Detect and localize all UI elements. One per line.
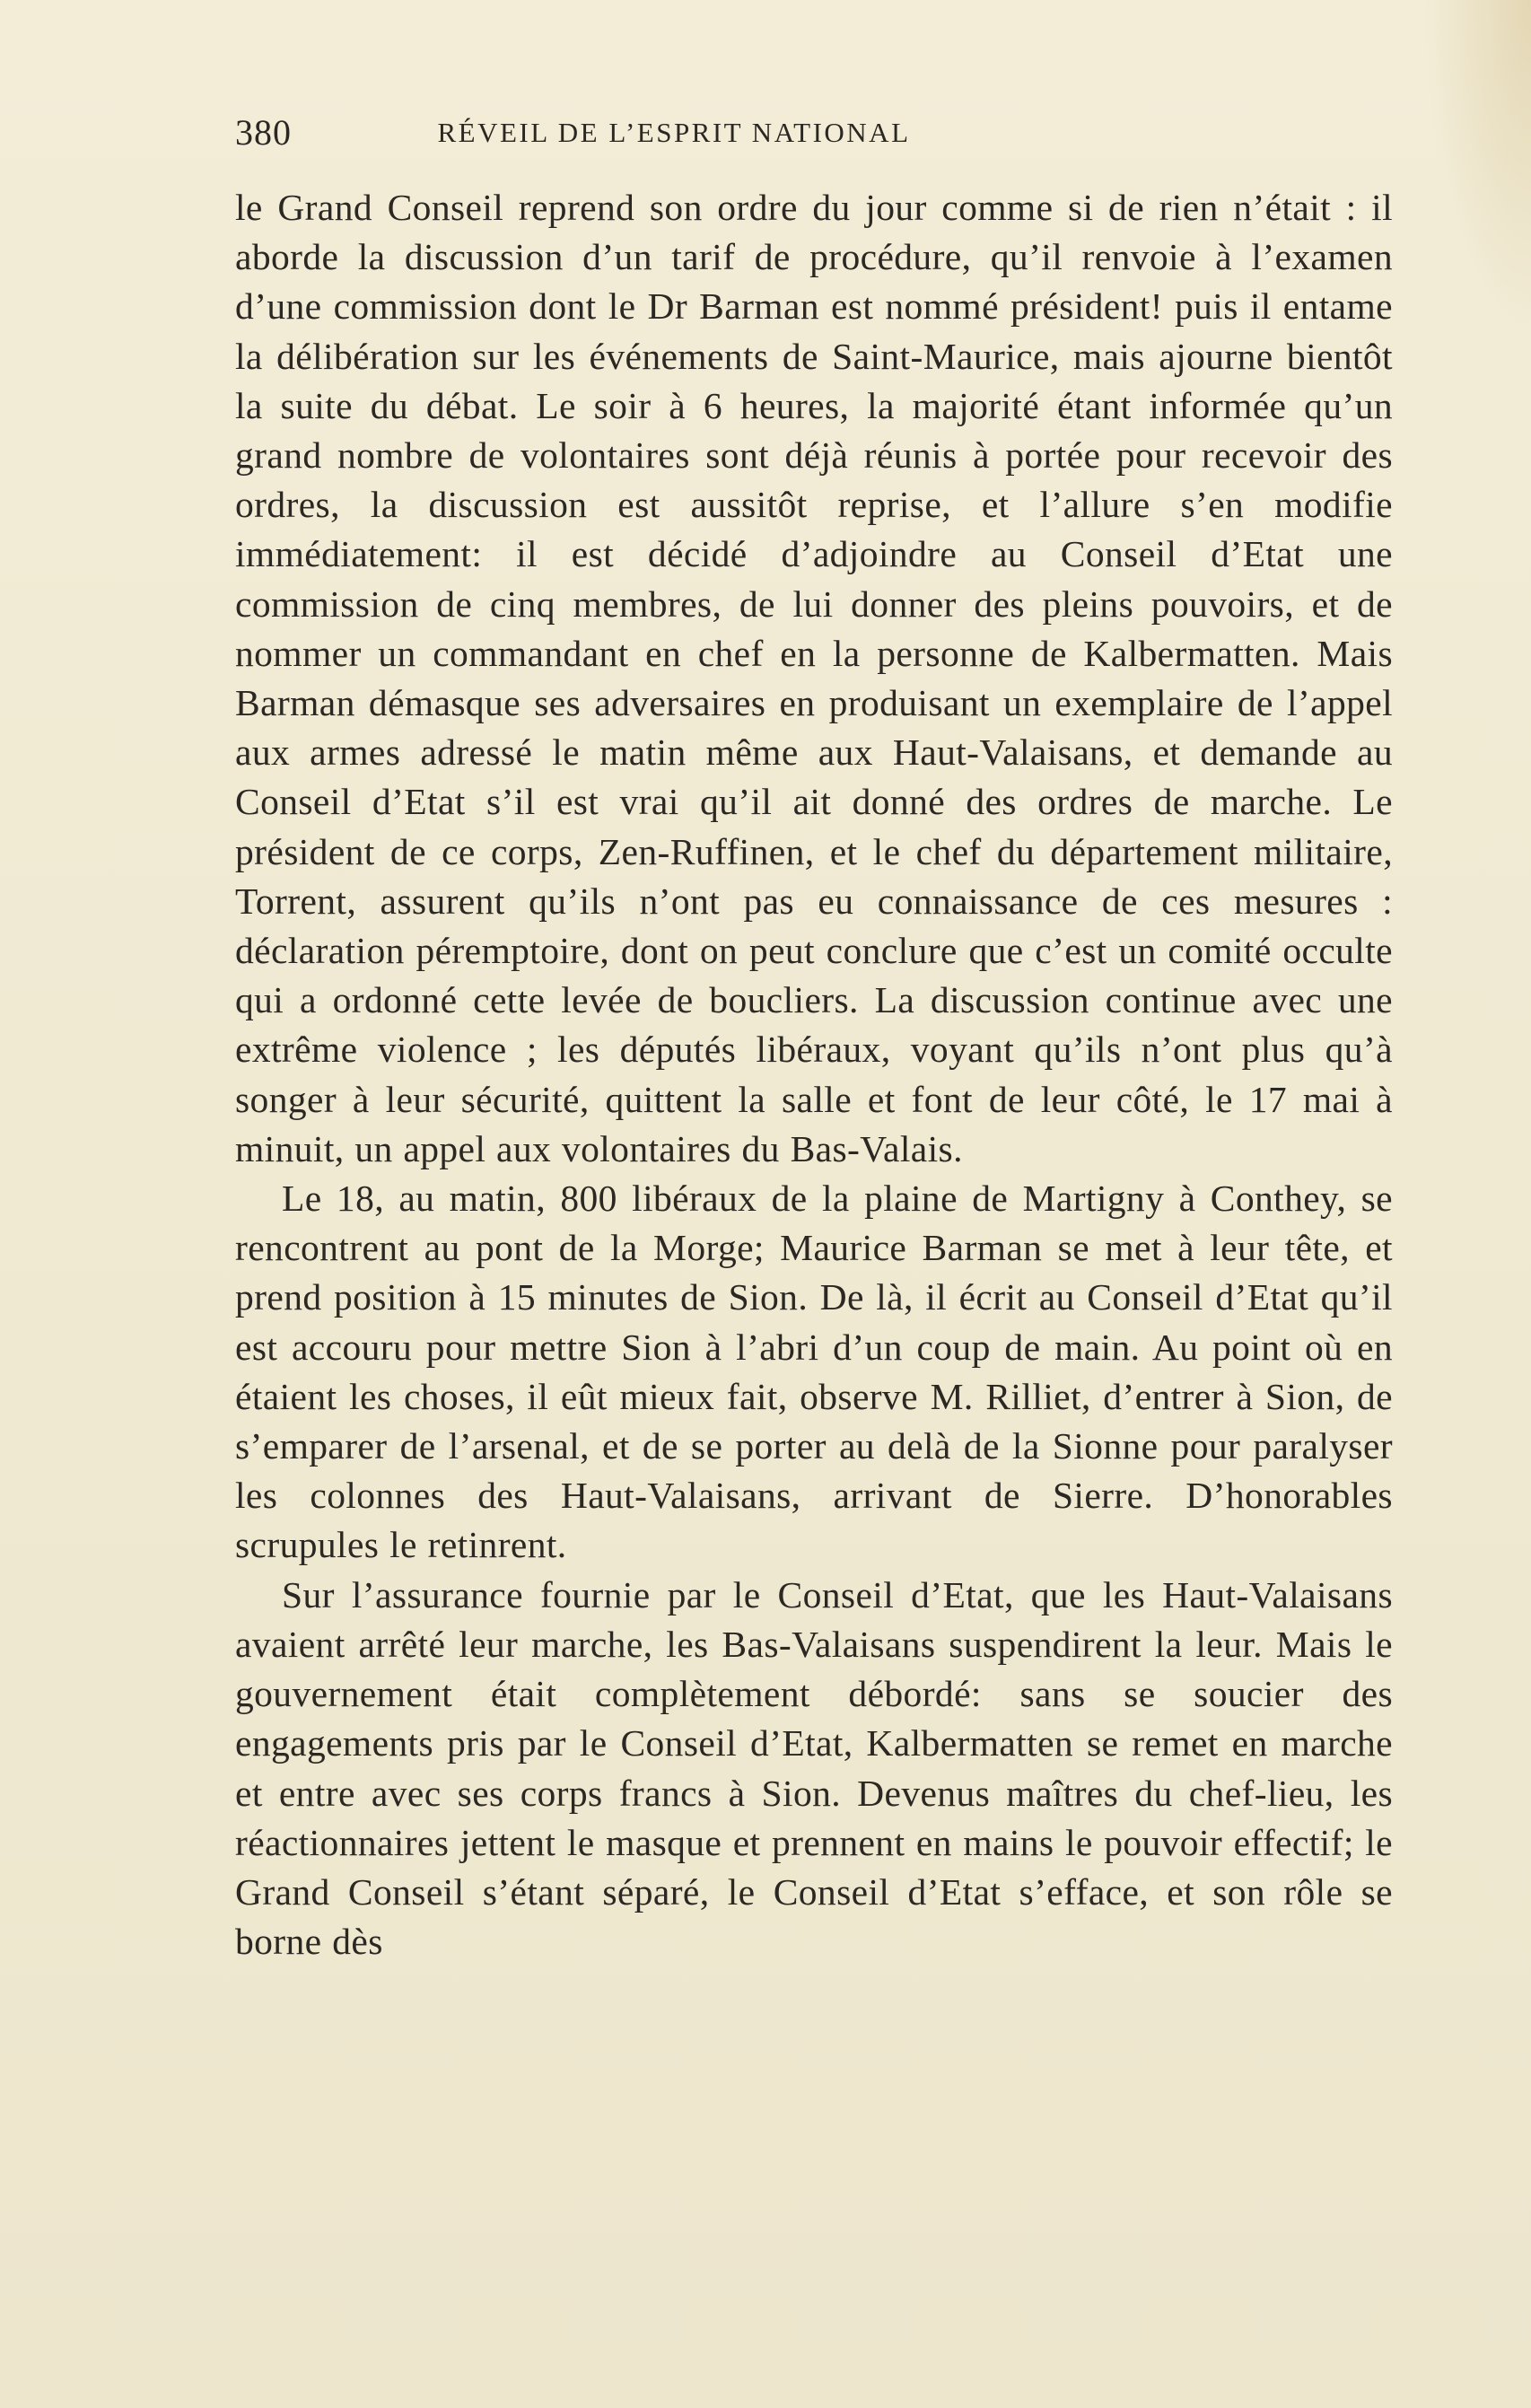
paragraph-2: Le 18, au matin, 800 libéraux de la plaine de Martigny à Conthey, se rencontrent au pont de la Morge; Maurice Barman se met à leur tête, et prend position à 15 minutes de Sion. De là, il écrit au Conseil d’Etat qu’il est accouru pour mettre Sion à l’abri d’un coup de main. Au point où en étaient les choses, il eût mieux fait, observe M. Rilliet, d’entrer à Sion, de s’emparer de l’arsenal, et de se porter au delà de la Sionne pour paralyser les colonnes des Haut-Valaisans, arrivant de Sierre. D’honorables scrupules le retinrent. [235, 1178, 1393, 1566]
paragraph-1: le Grand Conseil reprend son ordre du jour comme si de rien n’était : il aborde la discussion d’un tarif de procédure, qu’il renvoie à l’examen d’une commission dont le Dr Barman est nommé président! puis il entame la délibération sur les événements de Saint-Maurice, mais ajourne bientôt la suite du débat. Le soir à 6 heures, la majorité étant informée qu’un grand nombre de volontaires sont déjà réunis à portée pour recevoir des ordres, la discussion est aussitôt reprise, et l’allure s’en modifie immédiatement: il est décidé d’adjoindre au Conseil d’Etat une commission de cinq membres, de lui donner des pleins pouvoirs, et de nommer un commandant en chef en la personne de Kalbermatten. Mais Barman démasque ses adversaires en produisant un exemplaire de l’appel aux armes adressé le matin même aux Haut-Valaisans, et demande au Conseil d’Etat s’il est vrai qu’il ait donné des ordres de marche. Le président de ce corps, Zen-Ruffinen, et le chef du département militaire, Torrent, assurent qu’ils n’ont pas eu connaissance de ces mesures : déclaration péremptoire, dont on peut conclure que c’est un comité occulte qui a ordonné cette levée de boucliers. La discussion continue avec une extrême violence ; les députés libéraux, voyant qu’ils n’ont plus qu’à songer à leur sécurité, quittent la salle et font de leur côté, le 17 mai à minuit, un appel aux volontaires du Bas-Valais. [235, 187, 1393, 1169]
paragraph-3: Sur l’assurance fournie par le Conseil d’Etat, que les Haut-Valaisans avaient arrêté leur marche, les Bas-Valaisans suspendirent la leur. Mais le gouvernement était complètement débordé: sans se soucier des engagements pris par le Conseil d’Etat, Kalbermatten se remet en marche et entre avec ses corps francs à Sion. Devenus maîtres du chef-lieu, les réactionnaires jettent le masque et prennent en mains le pouvoir effectif; le Grand Conseil s’étant séparé, le Conseil d’Etat s’efface, et son rôle se borne dès [235, 1573, 1393, 1963]
page-header [235, 106, 1059, 160]
page-number: 380 [235, 112, 292, 153]
running-title: RÉVEIL DE L’ESPRIT NATIONAL [437, 117, 911, 148]
body-text [235, 183, 1393, 1966]
